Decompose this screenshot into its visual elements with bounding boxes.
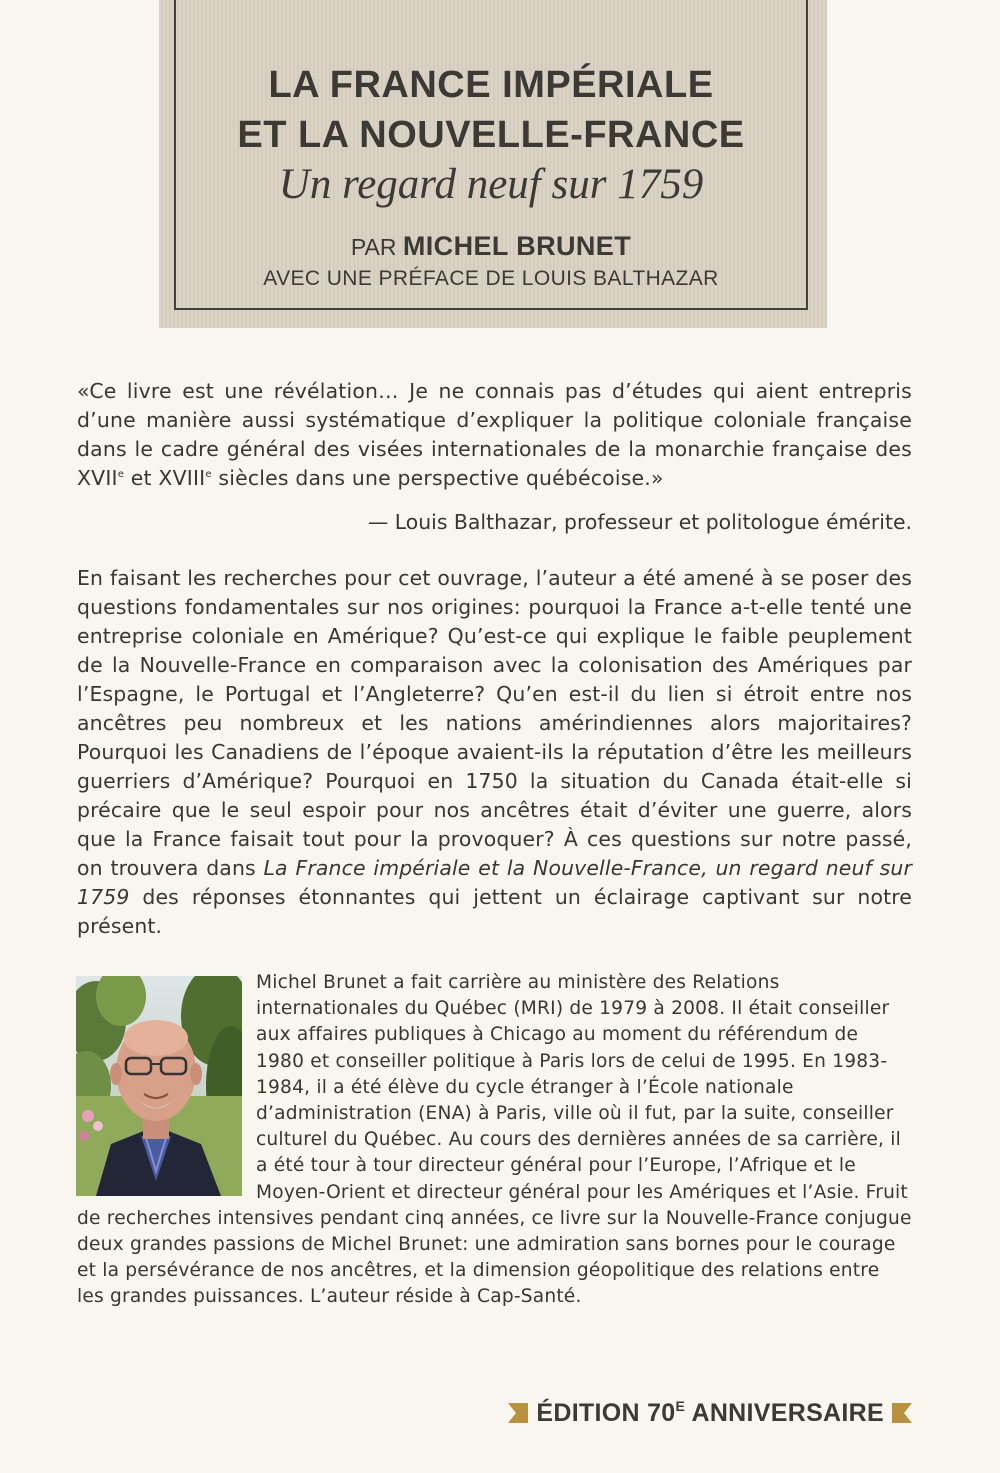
description-book-title: La France impériale et la Nouvelle-France, un regard neuf sur 1759 bbox=[77, 856, 912, 909]
quote-text-2: et XVIII bbox=[124, 466, 206, 490]
quote-superscript-2: e bbox=[205, 469, 212, 480]
description-text-after: des réponses étonnantes qui jettent un éclairage captivant sur notre présent. bbox=[77, 885, 912, 938]
title-panel bbox=[159, 0, 827, 328]
book-subtitle: Un regard neuf sur 1759 bbox=[278, 161, 704, 208]
quote-superscript-1: e bbox=[117, 469, 125, 480]
testimonial-quote bbox=[77, 377, 912, 493]
ribbon-left-icon bbox=[508, 1403, 528, 1423]
book-title-line-2: ET LA NOUVELLE-FRANCE bbox=[237, 114, 745, 156]
book-title-line-1: LA FRANCE IMPÉRIALE bbox=[268, 64, 714, 106]
edition-badge bbox=[508, 1396, 912, 1430]
quote-text-1: «Ce livre est une révélation… Je ne connais pas d’études qui aient entrepris d’une manière aussi systématique d’expliquer la politique coloniale française dans le cadre général des visées internationales de la monarchie française des XVII bbox=[77, 379, 912, 490]
author-portrait-image bbox=[76, 976, 242, 1196]
description-text-before: En faisant les recherches pour cet ouvrage, l’auteur a été amené à se poser des questions fondamentales sur nos origines: pourquoi la France a-t-elle tenté une entreprise coloniale en Amérique? Qu’est-ce qui explique le faible peuplement de la Nouvelle-France en comparaison avec la colonisation des Amériques par l’Espagne, le Portugal et l’Angleterre? Qu’en est-il du lien si étroit entre nos ancêtres peu nombreux et les nations amérindiennes alors majoritaires? Pourquoi les Canadiens de l’époque avaient-ils la réputation d’être les meilleurs guerriers d’Amérique? Pourquoi en 1750 la situation du Canada était-elle si précaire que le seul espoir pour nos ancêtres était d’éviter une guerre, alors que la France faisait tout pour la provoquer? À ces questions sur notre passé, on trouvera dans bbox=[77, 566, 912, 880]
ribbon-right-icon bbox=[892, 1403, 912, 1423]
attribution-name: — Louis Balthazar, bbox=[367, 510, 558, 534]
author-photo bbox=[76, 976, 242, 1196]
edition-label-before: ÉDITION 70 bbox=[536, 1398, 676, 1427]
preface-line: AVEC UNE PRÉFACE DE LOUIS BALTHAZAR bbox=[263, 267, 719, 290]
author-name: MICHEL BRUNET bbox=[402, 231, 632, 261]
author-line bbox=[176, 233, 806, 260]
quote-attribution bbox=[368, 508, 912, 537]
title-frame bbox=[174, 0, 808, 310]
attribution-role: professeur et politologue émérite. bbox=[557, 510, 912, 534]
edition-label-after: ANNIVERSAIRE bbox=[685, 1398, 884, 1427]
edition-label bbox=[536, 1399, 884, 1428]
author-prefix: PAR bbox=[350, 234, 397, 260]
book-description bbox=[77, 564, 912, 941]
edition-label-sup: E bbox=[675, 1397, 686, 1414]
quote-text-3: siècles dans une perspective québécoise.» bbox=[211, 466, 664, 490]
bio-text: Michel Brunet a fait carrière au ministère des Relations internationales du Québec (MRI) de 1979 à 2008. Il était conseiller aux affaires publiques à Chicago au moment du référendum de 1980 et conseiller politique à Paris lors de celui de 1995. En 1983-1984, il a été élève du cycle étranger à l’École nationale d’administration (ENA) à Paris, ville où il fut, par la suite, conseiller culturel du Québec. Au cours des dernières années de sa carrière, il a été tour à tour directeur général pour l’Europe, l’Afrique et le Moyen-Orient et directeur général pour les Amériques et l’Asie. Fruit de recherches intensives pendant cinq années, ce livre sur la Nouvelle-France conjugue deux grandes passions de Michel Brunet: une admiration sans bornes pour le courage et la persévérance de nos ancêtres, et la dimension géopolitique des relations entre les grandes puissances. L’auteur réside à Cap-Santé. bbox=[77, 972, 912, 1308]
